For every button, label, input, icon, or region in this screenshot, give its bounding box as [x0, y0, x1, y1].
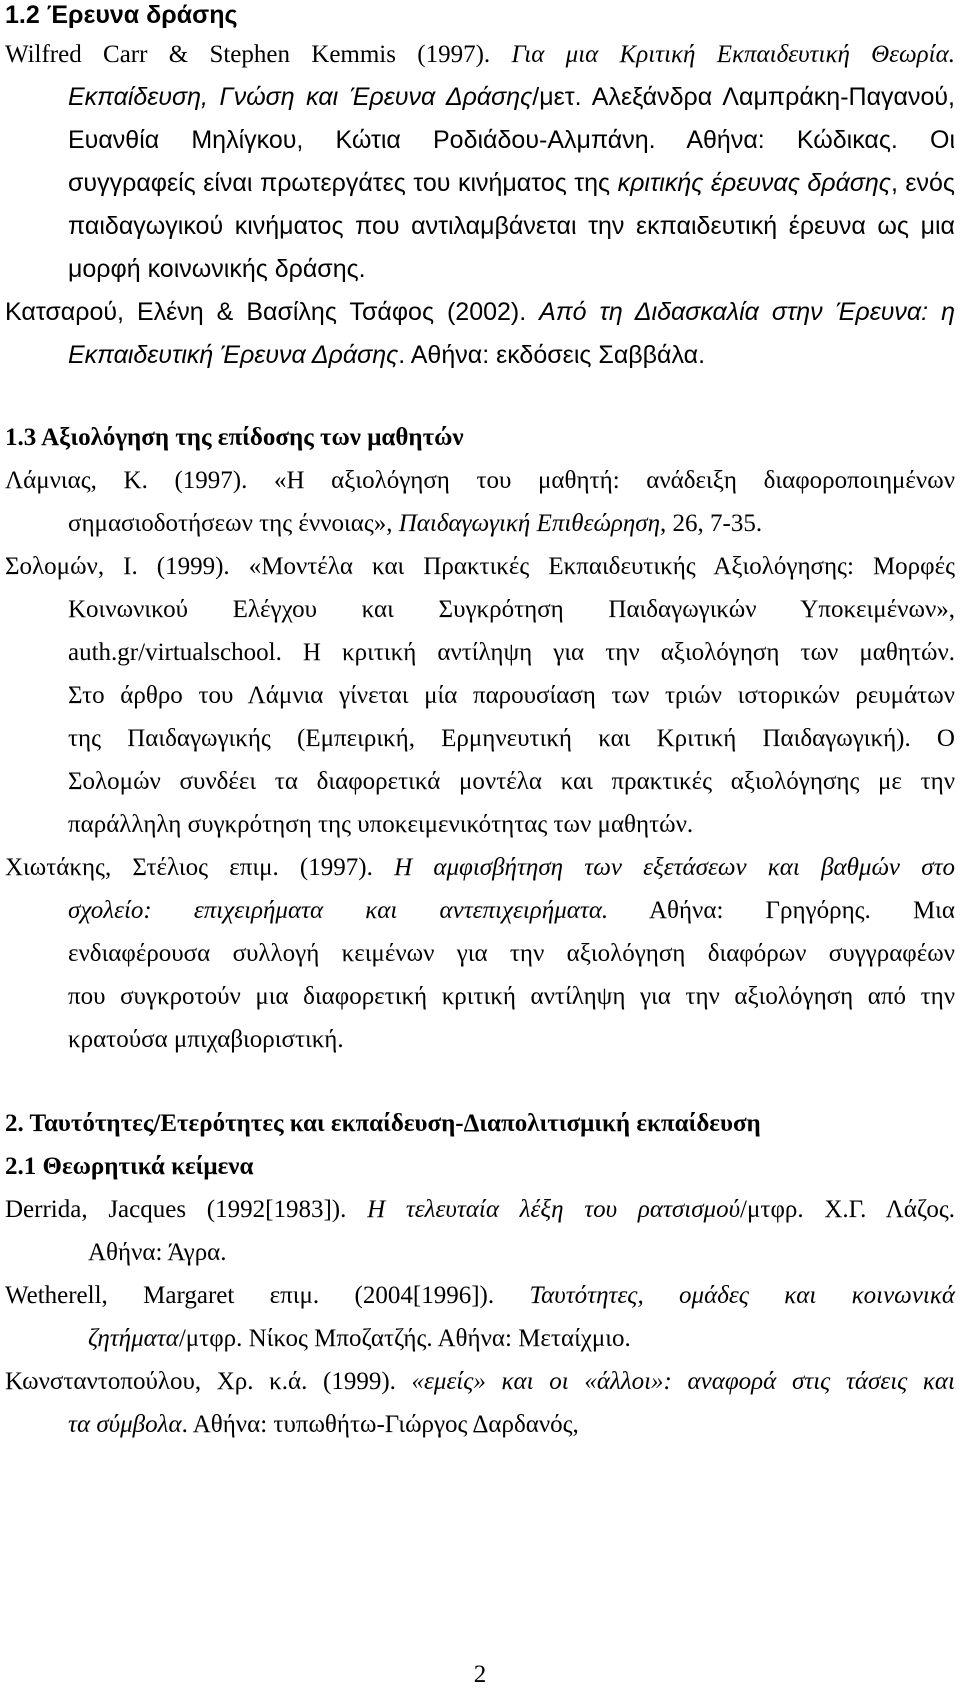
ref-derrida-line-2: Αθήνα: Άγρα.	[88, 1239, 227, 1266]
ref-lamnias-title: σημασιοδοτήσεων της έννοιας»,	[68, 510, 399, 537]
ref-katsarou-line-2	[68, 340, 955, 370]
ref-katsarou-authors: Κατσαρού, Ελένη & Βασίλης Τσάφος (2002).	[5, 298, 540, 326]
ref-wetherell-title: Ταυτότητες, ομάδες και κοινωνικά	[529, 1282, 955, 1309]
ref-carr-title: Για μια Κριτική Εκπαιδευτική Θεωρία.	[511, 41, 955, 68]
ref-konstantopoulou-line-2	[68, 1410, 955, 1440]
ref-carr-line-3: Ευανθία Μηλίγκου, Κώτια Ροδιάδου-Αλμπάνη. Αθήνα: Κώδικας. Οι	[68, 126, 955, 154]
ref-wetherell-line-1	[5, 1281, 955, 1311]
ref-lamnias-pages: , 26, 7-35.	[660, 510, 763, 537]
ref-carr-line-1	[5, 40, 955, 70]
ref-chiotakis-line-1	[5, 853, 955, 883]
ref-derrida-authors: Derrida, Jacques (1992[1983]).	[5, 1196, 368, 1223]
ref-derrida-title: Η τελευταία λέξη του ρατσισμού	[367, 1196, 741, 1223]
ref-chiotakis-title: Η αμφισβήτηση των εξετάσεων και βαθμών στο	[394, 854, 956, 881]
ref-lamnias-line-1: Λάμνιας, Κ. (1997). «Η αξιολόγηση του μαθητή: ανάδειξη διαφοροποιημένων	[5, 467, 955, 494]
section-1-2-heading: 1.2 Έρευνα δράσης	[5, 1, 238, 29]
ref-katsarou-subtitle: Εκπαιδευτική Έρευνα Δράσης	[68, 341, 399, 369]
ref-carr-desc-italic: κριτικής έρευνας δράσης	[617, 169, 891, 197]
ref-carr-translators: /μετ. Αλεξάνδρα Λαμπράκη-Παγανού,	[532, 83, 955, 111]
ref-solomon-line-1: Σολομών, Ι. (1999). «Μοντέλα και Πρακτικές Εκπαιδευτικής Αξιολόγησης: Μορφές	[5, 553, 955, 580]
ref-derrida-line-1	[5, 1195, 955, 1225]
ref-carr-desc-a: συγγραφείς είναι πρωτεργάτες του κινήματος της	[68, 169, 618, 197]
ref-chiotakis-authors: Χιωτάκης, Στέλιος επιμ. (1997).	[5, 854, 395, 881]
ref-lamnias-journal: Παιδαγωγική Επιθεώρηση	[398, 510, 661, 537]
ref-carr-line-4	[68, 168, 955, 198]
ref-carr-subtitle: Εκπαίδευση, Γνώση και Έρευνα Δράσης	[68, 83, 533, 111]
section-2-1-heading: 2.1 Θεωρητικά κείμενα	[5, 1153, 254, 1180]
ref-chiotakis-line-4: που συγκροτούν μια διαφορετική κριτική αντίληψη για την αξιολόγηση από την	[68, 983, 955, 1010]
ref-katsarou-line-1	[5, 297, 955, 327]
ref-lamnias-line-2	[68, 509, 955, 539]
ref-solomon-note: Η κριτική αντίληψη για την αξιολόγηση των μαθητών.	[302, 639, 956, 666]
section-1-3-heading: 1.3 Αξιολόγηση της επίδοσης των μαθητών	[5, 424, 464, 451]
ref-wetherell-publisher: /μτφρ. Νίκος Μποζατζής. Αθήνα: Μεταίχμιο.	[178, 1325, 631, 1352]
ref-konstantopoulou-line-1	[5, 1367, 955, 1397]
ref-wetherell-authors: Wetherell, Margaret επιμ. (2004[1996]).	[5, 1282, 530, 1309]
ref-solomon-line-4: Στο άρθρο του Λάμνια γίνεται μία παρουσίαση των τριών ιστορικών ρευμάτων	[68, 682, 955, 709]
ref-carr-desc-c: , ενός	[890, 169, 955, 197]
ref-derrida-translator: /μτφρ. Χ.Γ. Λάζος.	[740, 1196, 955, 1223]
ref-wetherell-line-2	[88, 1324, 955, 1354]
ref-solomon-line-6: Σολομών συνδέει τα διαφορετικά μοντέλα και πρακτικές αξιολόγησης με την	[68, 768, 955, 795]
ref-solomon-line-5: της Παιδαγωγικής (Εμπειρική, Ερμηνευτική και Κριτική Παιδαγωγική). Ο	[68, 725, 955, 752]
ref-carr-line-2	[68, 82, 955, 112]
ref-konstantopoulou-publisher: . Αθήνα: τυπωθήτω-Γιώργος Δαρδανός,	[181, 1411, 579, 1438]
ref-carr-line-6: μορφή κοινωνικής δράσης.	[68, 255, 366, 283]
page-number: 2	[473, 1661, 487, 1688]
ref-chiotakis-line-2	[68, 896, 955, 926]
ref-konstantopoulou-title: «εμείς» και οι «άλλοι»: αναφορά στις τάσεις και	[411, 1368, 955, 1395]
ref-konstantopoulou-authors: Κωνσταντοπούλου, Χρ. κ.ά. (1999).	[5, 1368, 412, 1395]
section-2-heading: 2. Ταυτότητες/Ετερότητες και εκπαίδευση-Διαπολιτισμική εκπαίδευση	[5, 1110, 761, 1137]
ref-solomon-line-3	[68, 638, 955, 668]
ref-wetherell-subtitle: ζητήματα	[88, 1325, 179, 1352]
ref-carr-authors: Wilfred Carr & Stephen Kemmis (1997).	[5, 41, 512, 68]
ref-chiotakis-line-3: ενδιαφέρουσα συλλογή κειμένων για την αξιολόγηση διαφόρων συγγραφέων	[68, 940, 955, 967]
ref-solomon-line-7: παράλληλη συγκρότηση της υποκειμενικότητας των μαθητών.	[68, 811, 694, 838]
ref-chiotakis-publisher: Αθήνα: Γρηγόρης. Μια	[608, 897, 955, 924]
ref-chiotakis-subtitle: σχολείο: επιχειρήματα και αντεπιχειρήματα.	[68, 897, 609, 924]
ref-carr-line-5: παιδαγωγικού κινήματος που αντιλαμβάνεται την εκπαιδευτική έρευνα ως μια	[68, 212, 955, 240]
ref-konstantopoulou-subtitle: τα σύμβολα	[68, 1411, 182, 1438]
ref-katsarou-publisher: . Αθήνα: εκδόσεις Σαββάλα.	[398, 341, 706, 369]
ref-chiotakis-line-5: κρατούσα μπιχαβιοριστική.	[68, 1026, 344, 1053]
ref-solomon-line-2: Κοινωνικού Ελέγχου και Συγκρότηση Παιδαγωγικών Υποκειμένων»,	[68, 596, 955, 623]
ref-solomon-url: auth.gr/virtualschool.	[68, 639, 303, 666]
ref-katsarou-title: Από τη Διδασκαλία στην Έρευνα: η	[539, 298, 955, 326]
